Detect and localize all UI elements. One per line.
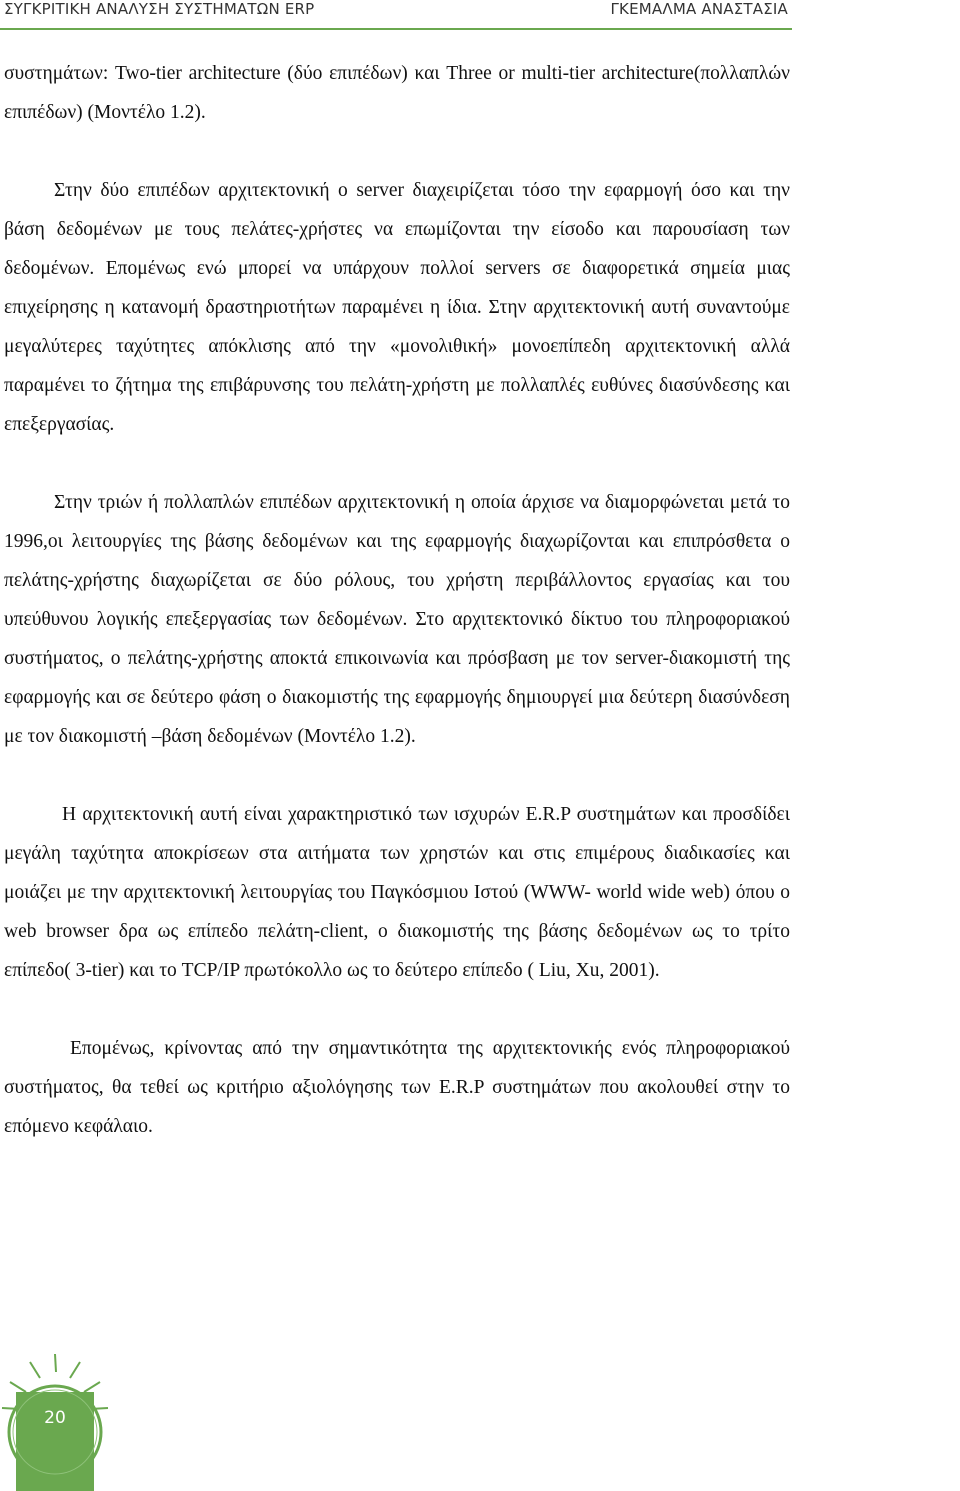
paragraph-5: Επομένως, κρίνοντας από την σημαντικότητα της αρχιτεκτονικής ενός πληροφοριακού συστήματος, θα τεθεί ως κριτήριο αξιολόγησης των E.R.P συστημάτων που ακολουθεί στην το επόμενο κεφάλαιο.: [4, 1038, 790, 1137]
page-number: 20: [44, 1408, 66, 1428]
header-document-title: ΣΥΓΚΡΙΤΙΚΗ ΑΝΑΛΥΣΗ ΣΥΣΤΗΜΑΤΩΝ ERP: [4, 0, 315, 18]
running-header: [0, 0, 960, 24]
page-body: [4, 54, 790, 1146]
paragraph-3: Στην τριών ή πολλαπλών επιπέδων αρχιτεκτονική η οποία άρχισε να διαμορφώνεται μετά το 1996,οι λειτουργίες της βάσης δεδομένων και της εφαρμογής διαχωρίζονται και επιπρόσθετα ο πελάτης-χρήστης διαχωρίζεται σε δύο ρόλους, του χρήστη περιβάλλοντος εργασίας και του υπεύθυνου λογικής επεξεργασίας των δεδομένων. Στο αρχιτεκτονικό δίκτυο του πληροφοριακού συστήματος, ο πελάτης-χρήστης αποκτά επικοινωνία και πρόσβαση με τον server-διακομιστή της εφαρμογής και σε δεύτερο φάση ο διακομιστής της εφαρμογής δημιουργεί μια δεύτερη διασύνδεση με τον διακομιστή –βάση δεδομένων (Μοντέλο 1.2).: [4, 492, 790, 747]
header-divider: [0, 28, 792, 30]
paragraph-2: Στην δύο επιπέδων αρχιτεκτονική ο server διαχειρίζεται τόσο την εφαρμογή όσο και την βάση δεδομένων με τους πελάτες-χρήστες να επωμίζονται την είσοδο και παρουσίαση των δεδομένων. Επομένως ενώ μπορεί να υπάρχουν πολλοί servers σε διαφορετικά σημεία μιας επιχείρησης η κατανομή δραστηριοτήτων παραμένει η ίδια. Στην αρχιτεκτονική αυτή συναντούμε μεγαλύτερες ταχύτητες απόκλισης από την «μονολιθική» μονοεπίπεδη αρχιτεκτονική αλλά παραμένει το ζήτημα της επιβάρυνσης του πελάτη-χρήστη με πολλαπλές ευθύνες διασύνδεσης και επεξεργασίας.: [4, 180, 790, 435]
paragraph-1: συστημάτων: Two-tier architecture (δύο επιπέδων) και Three or multi-tier architecture(πολλαπλών επιπέδων) (Μοντέλο 1.2).: [4, 63, 790, 123]
paragraph-4: Η αρχιτεκτονική αυτή είναι χαρακτηριστικό των ισχυρών E.R.P συστημάτων και προσδίδει μεγάλη ταχύτητα αποκρίσεων στα αιτήματα των χρηστών και στις επιμέρους διαδικασίες και μοιάζει με την αρχιτεκτονική λειτουργίας του Παγκόσμιου Ιστού (WWW- world wide web) όπου ο web browser δρα ως επίπεδο πελάτη-client, ο διακομιστής της βάσης δεδομένων ως το τρίτο επίπεδο( 3-tier) και το TCP/IP πρωτόκολλο ως το δεύτερο επίπεδο ( Liu, Xu, 2001).: [4, 804, 790, 981]
header-author-name: ΓΚΕΜΑΛΜΑ ΑΝΑΣΤΑΣΙΑ: [610, 0, 788, 18]
